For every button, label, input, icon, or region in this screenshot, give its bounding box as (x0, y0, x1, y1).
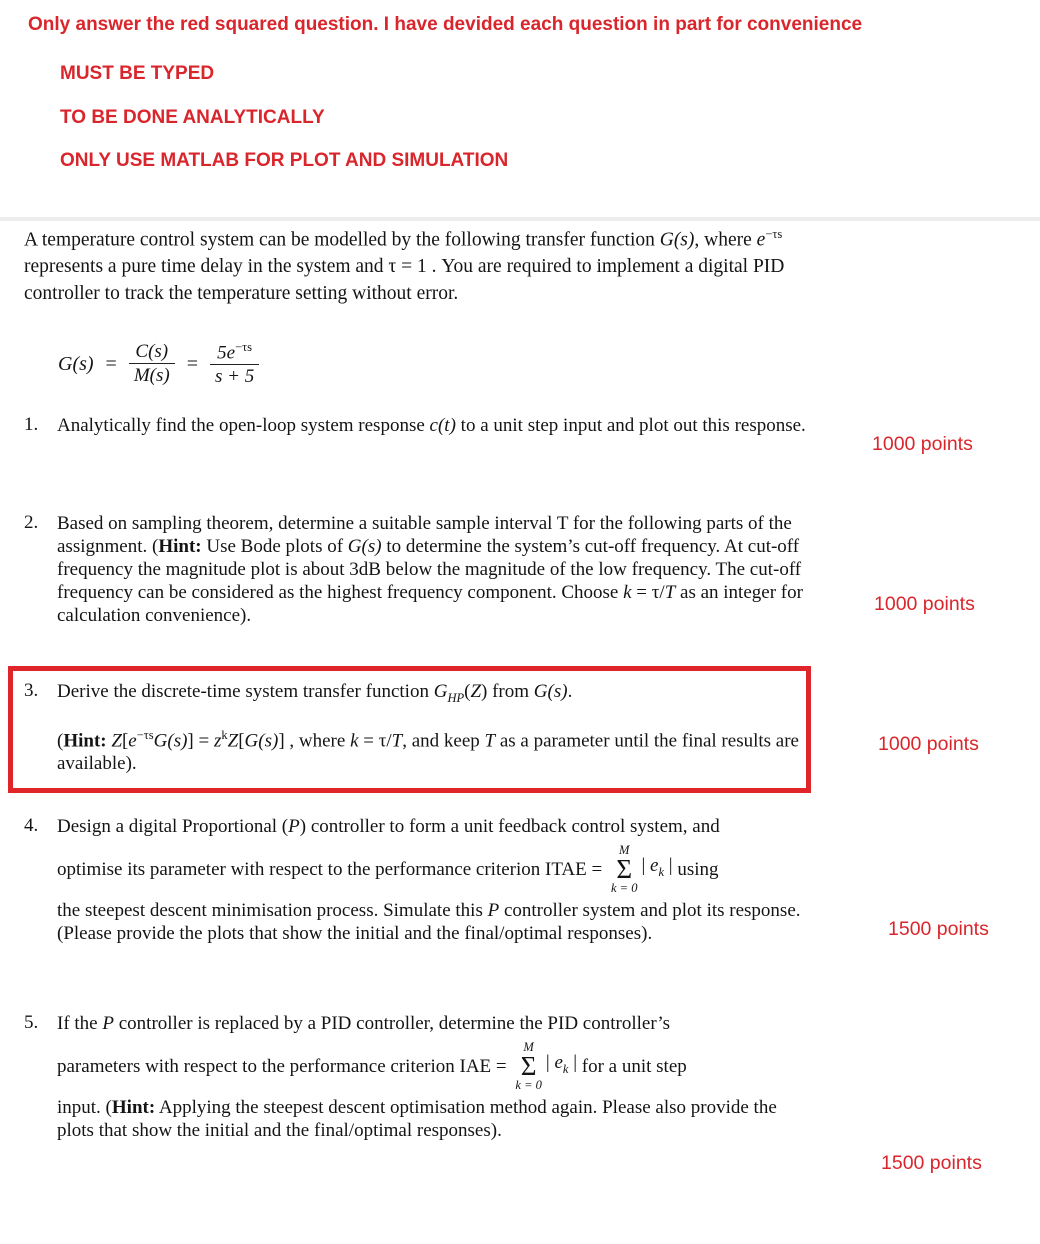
math-5e: 5e (217, 342, 236, 364)
math-exponent: −τs (235, 340, 253, 354)
text-segment: ] , where (278, 730, 351, 752)
text-segment: = τ/ (631, 582, 665, 603)
abs-bar: | (545, 1052, 555, 1074)
math-e: e (756, 229, 766, 251)
points-question-4: 1500 points (888, 918, 989, 940)
math-subscript-k: k (562, 1062, 569, 1077)
math-e: e (650, 855, 659, 877)
question-text (57, 512, 815, 627)
question-text (57, 815, 815, 945)
text-segment: ] = (187, 730, 214, 752)
question-5-line-3 (57, 1096, 815, 1142)
text-segment: to a unit step input and plot out this response. (455, 415, 806, 436)
text-segment: parameters with respect to the performance criterion IAE = (57, 1055, 512, 1077)
math-T: T (484, 730, 496, 752)
points-question-3: 1000 points (878, 733, 979, 755)
question-number: 2. (24, 512, 39, 533)
points-question-5: 1500 points (881, 1152, 982, 1174)
text-segment: ) from (481, 681, 534, 702)
math-Z: Z (470, 681, 482, 702)
math-subscript-HP: HP (447, 690, 465, 705)
question-text (57, 680, 799, 775)
abs-error-term (641, 854, 672, 884)
text-segment: as an integer for calculation convenience). (57, 582, 803, 626)
math-k: k (623, 582, 632, 603)
math-G: G (433, 681, 448, 702)
math-T: T (664, 582, 676, 603)
math-exponent-k: k (221, 727, 228, 742)
abs-bar: | (641, 855, 651, 877)
text-segment: , and keep (402, 730, 485, 752)
text-segment: [ (238, 730, 245, 752)
instruction-line-main: Only answer the red squared question. I have devided each question in part for convenience (28, 14, 863, 35)
equals-sign: = (105, 352, 117, 375)
text-segment: Derive the discrete-time system transfer function (57, 681, 434, 702)
text-segment: ( (57, 730, 64, 752)
question-4 (24, 815, 815, 945)
question-number: 1. (24, 414, 39, 435)
math-Gs: G(s) (533, 681, 568, 702)
intro-text: , where (694, 229, 757, 251)
text-segment: [ (121, 730, 129, 752)
text-segment: optimise its parameter with respect to the performance criterion ITAE = (57, 858, 607, 880)
sum-lower-limit: k = 0 (515, 1078, 542, 1093)
text-segment: = τ/ (358, 730, 392, 752)
question-2 (24, 512, 815, 627)
math-Z-operator: Z (227, 730, 239, 752)
sum-upper-limit: M (619, 843, 630, 857)
text-segment: controller system and plot its response. (Please provide the plots that show the initial and the final/optimal responses). (57, 899, 801, 944)
text-segment: Based on sampling theorem, determine a suitable sample interval T for the following parts of the assignment. ( (57, 513, 792, 557)
instruction-line-analytical: TO BE DONE ANALYTICALLY (60, 107, 325, 128)
text-segment: . (567, 681, 573, 702)
math-Gs: G(s) (58, 352, 94, 375)
section-divider (0, 217, 1040, 221)
question-3-statement (57, 680, 799, 710)
question-3-hint (57, 724, 799, 775)
sigma-icon: Σ (520, 1050, 537, 1081)
points-question-1: 1000 points (872, 433, 973, 455)
text-segment: input. ( (57, 1096, 112, 1118)
fraction-numerator: C(s) (135, 341, 169, 363)
question-number: 5. (24, 1012, 39, 1033)
question-5-line-1 (57, 1012, 815, 1035)
iae-criterion-line (57, 1041, 815, 1092)
summation-symbol (611, 844, 637, 895)
fraction-C-over-M (129, 341, 175, 387)
text-segment: Use Bode plots of (201, 536, 348, 557)
fraction-numerator (212, 340, 257, 364)
question-text (57, 1012, 815, 1142)
sigma-icon: Σ (616, 853, 633, 884)
text-segment: the steepest descent minimisation process. Simulate this (57, 899, 488, 921)
text-segment: Design a digital Proportional ( (57, 816, 289, 837)
text-segment: Analytically find the open-loop system response (57, 415, 430, 436)
abs-bar: | (664, 855, 673, 877)
text-segment: to determine the system’s cut-off frequency. At cut-off frequency the magnitude plot is about 3dB below the magnitude of the low frequency. The cut-off frequency can be considered as the highest frequency component. Choose (57, 536, 802, 603)
math-P: P (487, 899, 500, 921)
text-segment: controller is replaced by a PID controller, determine the PID controller’s (113, 1013, 671, 1034)
math-ct: c(t) (429, 415, 456, 436)
math-Gs: G(s) (659, 229, 695, 251)
hint-label: Hint: (111, 1096, 156, 1118)
abs-error-term (546, 1051, 577, 1081)
text-segment: Applying the steepest descent optimisation method again. Please also provide the plots that show the initial and the final/optimal responses). (57, 1096, 777, 1141)
math-k: k (350, 730, 359, 752)
text-segment: If the (57, 1013, 103, 1034)
itae-criterion-line (57, 844, 815, 895)
intro-text: represents a pure time delay in the system and τ = 1 . You are required to implement a digital PID controller to track the temperature setting without error. (24, 256, 785, 305)
math-P: P (288, 816, 300, 837)
transfer-function-equation (58, 340, 259, 388)
question-1 (24, 414, 815, 437)
hint-label: Hint: (63, 730, 107, 752)
math-P: P (102, 1013, 114, 1034)
math-Gs: G(s) (153, 730, 188, 752)
text-segment: for a unit step (577, 1055, 687, 1077)
fraction-denominator: M(s) (129, 363, 175, 387)
question-number: 4. (24, 815, 39, 836)
instruction-line-typed: MUST BE TYPED (60, 63, 215, 84)
instruction-line-matlab: ONLY USE MATLAB FOR PLOT AND SIMULATION (60, 150, 509, 171)
text-segment: using (672, 858, 719, 880)
text-segment: ) controller to form a unit feedback control system, and (299, 816, 720, 837)
math-exponent: −τs (765, 227, 783, 241)
sum-upper-limit: M (523, 1040, 534, 1054)
fraction-denominator: s + 5 (210, 364, 259, 388)
fraction-5e-over-s5 (210, 340, 259, 388)
question-number: 3. (24, 680, 39, 701)
points-question-2: 1000 points (874, 593, 975, 615)
intro-paragraph (24, 226, 830, 308)
math-Gs: G(s) (244, 730, 279, 752)
math-T: T (391, 730, 403, 752)
question-text (57, 414, 815, 437)
question-4-line-1 (57, 815, 815, 838)
math-exponent: −τs (136, 727, 154, 742)
text-segment: ( (464, 681, 471, 702)
question-4-line-3 (57, 899, 815, 945)
summation-symbol (515, 1041, 541, 1092)
sum-lower-limit: k = 0 (610, 881, 638, 896)
equals-sign: = (186, 352, 198, 375)
question-3-highlight-box (8, 666, 811, 793)
math-e: e (554, 1052, 563, 1074)
abs-bar: | (568, 1052, 577, 1074)
intro-text: A temperature control system can be modelled by the following transfer function (24, 229, 660, 251)
math-e: e (128, 730, 137, 752)
math-z: z (213, 730, 222, 752)
hint-label: Hint: (158, 536, 202, 557)
text-segment: as a parameter until the final results are available). (57, 730, 799, 775)
math-Z-operator: Z (111, 730, 122, 752)
math-subscript-k: k (658, 865, 665, 880)
math-Gs: G(s) (347, 536, 382, 557)
question-5 (24, 1012, 815, 1142)
